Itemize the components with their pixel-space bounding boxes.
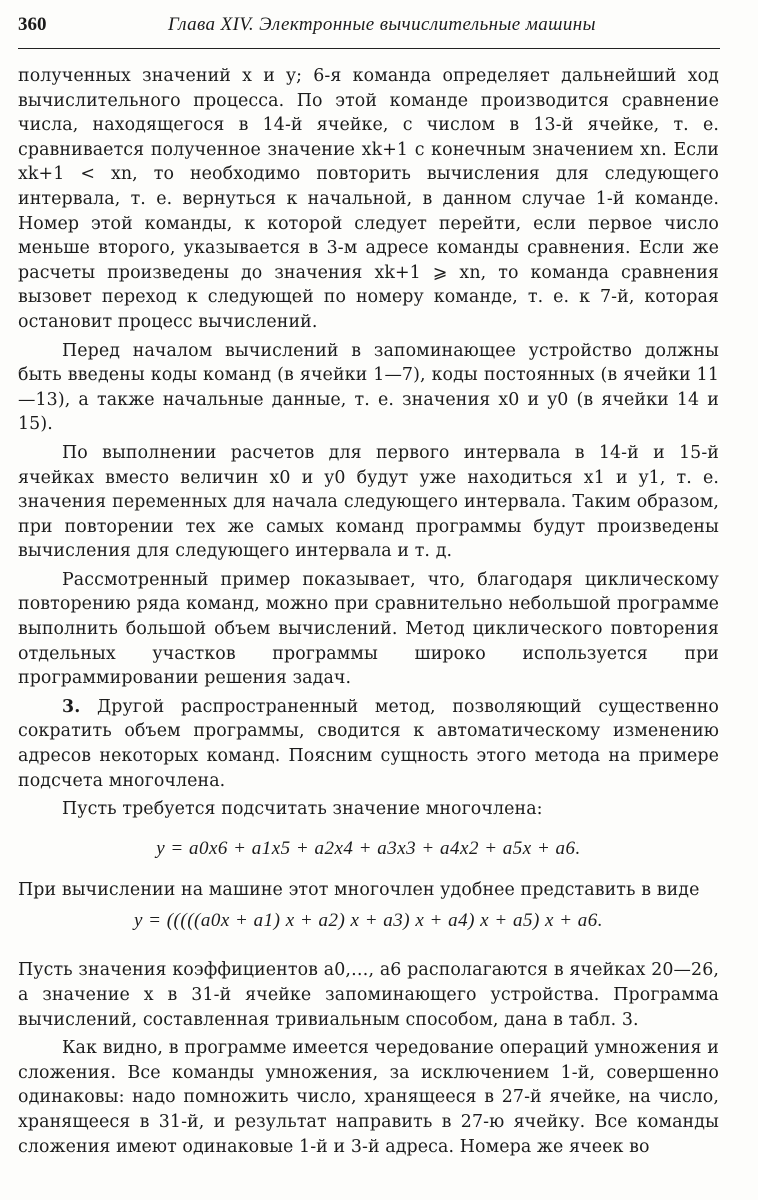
paragraph-7: При вычислении на машине этот многочлен удобнее представить в виде xyxy=(18,879,700,900)
page-header xyxy=(18,14,720,49)
paragraph-1: полученных значений x и y; 6-я команда определяет дальнейший ход вычислительного процесса. По этой команде производится сравнение числа, находящегося в 14-й ячейке, с числом в 13-й ячейке, т. е. сравнивается полученное значение xk+1 с конечным значением xn. Если xk+1 < xn, то необходимо повторить вычисления для следующего интервала, т. е. вернуться к начальной, в данном случае 1-й команде. Номер этой команды, к которой следует перейти, если первое число меньше второго, указывается в 3-м адресе команды сравнения. Если же расчеты произведены до значения xk+1 ⩾ xn, то команда сравнения вызовет переход к следующей по номеру команде, т. е. к 7-й, которая остановит процесс вычислений. xyxy=(18,66,719,332)
page-number: 360 xyxy=(18,14,47,35)
paragraph-3: По выполнении расчетов для первого интервала в 14-й и 15-й ячейках вместо величин x0 и y0 будут уже находиться x1 и y1, т. е. значения переменных для начала следующего интервала. Таким образом, при повторении тех же самых команд программы будут произведены вычисления для следующего интервала и т. д. xyxy=(18,442,719,562)
section-number: 3. xyxy=(62,696,81,717)
body-text xyxy=(18,64,719,1159)
paragraph-6: Пусть требуется подсчитать значение многочлена: xyxy=(62,799,543,820)
paragraph-2: Перед началом вычислений в запоминающее устройство должны быть введены коды команд (в ячейки 1—7), коды постоянных (в ячейки 11—13), а также начальные данные, т. е. значения x0 и y0 (в ячейки 14 и 15). xyxy=(18,340,719,435)
running-title: Глава XIV. Электронные вычислительные машины xyxy=(168,14,596,35)
paragraph-5 xyxy=(18,695,719,793)
paragraph-9: Как видно, в программе имеется чередование операций умножения и сложения. Все команды умножения, за исключением 1-й, совершенно одинаковы: надо помножить число, хранящееся в 27-й ячейке, на число, хранящееся в 31-й, и результат направить в 27-ю ячейку. Все команды сложения имеют одинаковые 1-й и 3-й адреса. Номера же ячеек во xyxy=(18,1038,719,1157)
paragraph-4: Рассмотренный пример показывает, что, благодаря циклическому повторению ряда команд, можно при сравнительно небольшой программе выполнить большой объем вычислений. Метод циклического повторения отдельных участков программы широко используется при программировании решения задач. xyxy=(18,569,719,689)
formula-horner: y = (((((a0x + a1) x + a2) x + a3) x + a4) x + a5) x + a6. xyxy=(133,910,604,932)
formula-polynomial: y = a0x6 + a1x5 + a2x4 + a3x3 + a4x2 + a5x + a6. xyxy=(156,837,581,859)
paragraph-5-text: Другой распространенный метод, позволяющий существенно сократить объем программы, сводится к автоматическому изменению адресов некоторых команд. Поясним сущность этого метода на примере подсчета многочлена. xyxy=(18,696,719,791)
paragraph-8: Пусть значения коэффициентов a0,…, a6 располагаются в ячейках 20—26, а значение x в 31-й ячейке запоминающего устройства. Программа вычислений, составленная тривиальным способом, дана в табл. 3. xyxy=(18,960,719,1030)
